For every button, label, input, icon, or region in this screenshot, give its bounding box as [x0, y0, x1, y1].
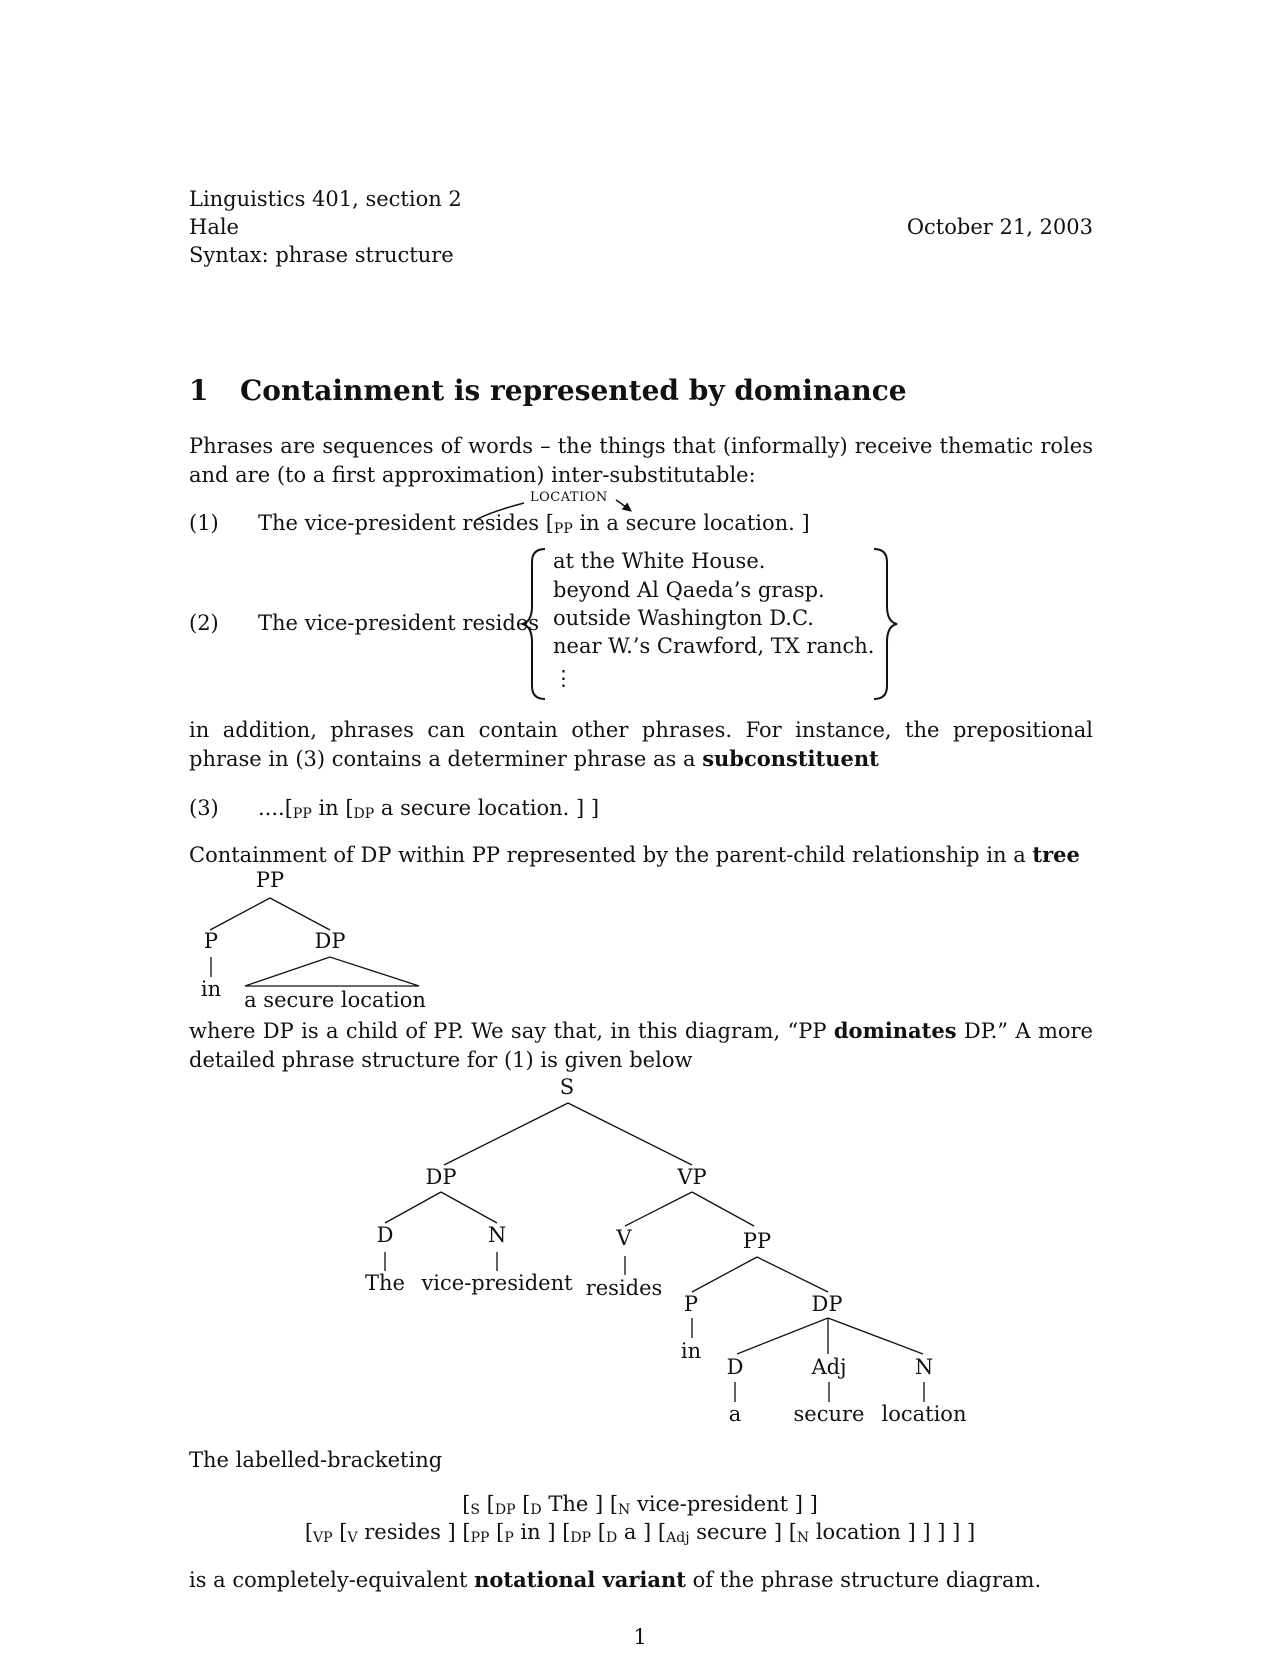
topic: Syntax: phrase structure [189, 243, 454, 267]
ex2-option: beyond Al Qaeda’s grasp. [553, 578, 825, 602]
tree2-n: N [487, 1223, 507, 1247]
section-title: Containment is represented by dominance [240, 374, 907, 407]
tree2-secure: secure [793, 1402, 865, 1426]
ex1-number: (1) [189, 511, 219, 535]
tree1-pp: PP [255, 868, 285, 892]
tree2-a: a [728, 1402, 742, 1426]
tree2-n-inner: N [914, 1355, 934, 1379]
tree2-d: D [376, 1223, 394, 1247]
tree2-location: location [881, 1402, 967, 1426]
course-title: Linguistics 401, section 2 [189, 187, 462, 211]
page-number: 1 [633, 1625, 647, 1649]
paragraph-dominance: where DP is a child of PP. We say that, in this diagram, “PP dominates DP.” A more detailed phrase structure for (1) is given below [189, 1018, 1093, 1072]
labelled-bracketing-intro: The labelled-bracketing [189, 1448, 443, 1472]
tree2-vp: VP [677, 1165, 707, 1189]
tree2-v: V [616, 1226, 632, 1250]
intro-paragraph: Phrases are sequences of words – the things that (informally) receive thematic roles and are (to a first approximation) inter-substitutable: [189, 434, 1093, 487]
paragraph-tree: Containment of DP within PP represented by the parent-child relationship in a tree [189, 842, 1080, 867]
ex2-number: (2) [189, 611, 219, 635]
instructor: Hale [189, 215, 239, 239]
ex2-sentence: The vice-president resides [258, 611, 540, 635]
tree2-s: S [559, 1075, 575, 1099]
tree2-the: The [365, 1271, 405, 1295]
paragraph-subconstituent: in addition, phrases can contain other phrases. For instance, the prepositional phrase in (3) contains a determiner phrase as a subconstituent [189, 718, 1093, 771]
ex2-option: near W.’s Crawford, TX ranch. [553, 634, 875, 658]
tree2-vice-president: vice-president [421, 1271, 573, 1295]
ex1-sentence: The vice-president resides [$_{PP}$ in a secure location. ] [258, 511, 810, 537]
ex3-number: (3) [189, 796, 219, 820]
tree2-pp: PP [742, 1229, 772, 1253]
notational-variant-paragraph: is a completely-equivalent notational variant of the phrase structure diagram. [189, 1567, 1042, 1592]
role-label: LOCATION [530, 490, 608, 505]
tree2-in: in [680, 1339, 702, 1363]
tree2-p: P [683, 1292, 699, 1316]
date: October 21, 2003 [906, 215, 1093, 239]
bracketing-line-2: [$_{VP}$ [$_V$ resides ] [$_{PP}$ [$_P$ in ] [$_{DP}$ [$_D$ a ] [$_{Adj}$ secure ] [$_N$ location ] ] ] ] ] [304, 1520, 976, 1546]
tree1-p: P [203, 929, 219, 953]
tree2-dp: DP [425, 1165, 457, 1189]
tree2-adj: Adj [811, 1355, 847, 1379]
ex2-option: at the White House. [553, 549, 766, 573]
tree1-in: in [200, 977, 222, 1001]
ex2-option: outside Washington D.C. [553, 606, 814, 630]
tree2-dp-inner: DP [811, 1292, 843, 1316]
bracketing-line-1: [$_S$ [$_{DP}$ [$_D$ The ] [$_N$ vice-president ] ] [462, 1492, 818, 1518]
tree2-d-inner: D [726, 1355, 744, 1379]
tree1-leaf: a secure location [244, 988, 426, 1012]
tree2-resides: resides [585, 1276, 663, 1300]
ex2-vdots: ⋮ [553, 666, 574, 690]
tree1-dp: DP [314, 929, 346, 953]
ex3-sentence: $....[_{PP}$ in [$_{DP}$ a secure location. ] ] [258, 796, 600, 822]
section-number: 1 [189, 374, 209, 407]
